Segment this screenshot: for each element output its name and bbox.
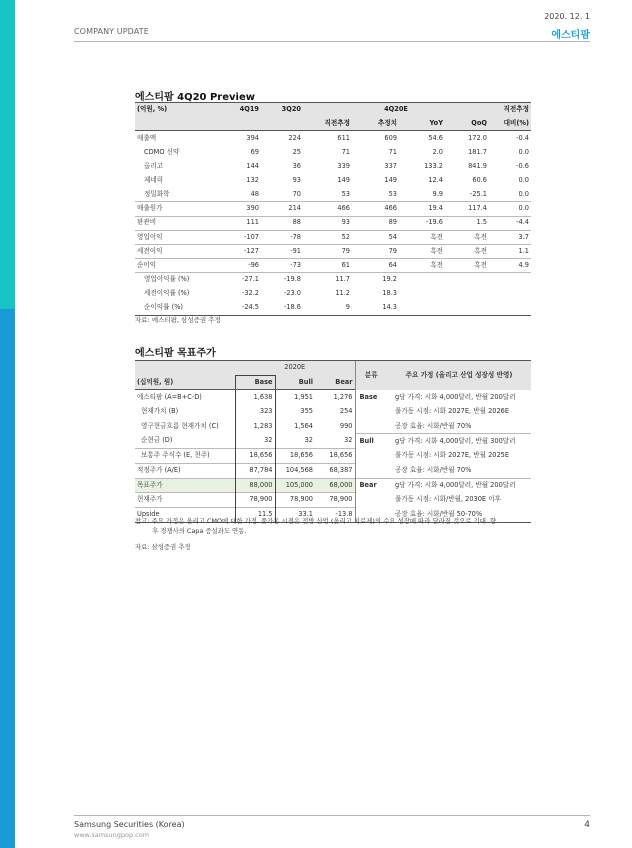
- row-label: 순이익: [135, 259, 219, 273]
- base-value: 78,900: [235, 493, 275, 508]
- preview-header-row: [135, 103, 531, 117]
- bull-value: 18,656: [275, 449, 315, 464]
- table-row: [135, 301, 531, 315]
- row-value: [489, 273, 531, 287]
- table-row: [135, 188, 531, 202]
- bull-value: 355: [300, 407, 313, 416]
- row-label: Upside: [135, 507, 235, 522]
- base-value: 323: [235, 405, 275, 420]
- row-value: [489, 301, 531, 315]
- row-label: 정밀화학: [144, 189, 170, 198]
- row-value: 93: [303, 216, 352, 230]
- table-row: [135, 244, 531, 258]
- row-value: 61: [303, 259, 352, 273]
- scenario-assumption: 풀가동 시점: 시화 2027E, 반월 2026E: [395, 407, 510, 416]
- row-value: 611: [337, 133, 350, 142]
- row-value: 3.7: [489, 230, 531, 244]
- subheader-qoq: QoQ: [445, 117, 489, 131]
- row-value: 70: [292, 189, 301, 198]
- scenario-assumption: 풀가동 시점: 시화/반월, 2030E 이후: [395, 495, 501, 504]
- base-value: 88,000: [235, 478, 275, 493]
- scenario-assumption: g당 가격: 시화 4,000달러, 반월 200달러: [387, 478, 531, 493]
- bear-value: 78,900: [315, 493, 355, 508]
- row-value: 11.2: [335, 289, 350, 298]
- row-value: 79: [352, 244, 399, 258]
- row-value: 11.7: [303, 273, 352, 287]
- row-value: 394: [246, 133, 259, 142]
- row-value: 48: [250, 189, 259, 198]
- scenario-label: Bull: [355, 434, 387, 449]
- bull-value: 1,951: [294, 392, 313, 401]
- scenario-assumption: g당 가격: 시화 4,000달러, 반월 300달러: [387, 434, 531, 449]
- row-label: 보통주 주식수 (E, 천주): [135, 449, 235, 464]
- row-label: 현재가치 (B): [141, 407, 179, 416]
- row-value: 0.0: [489, 202, 531, 216]
- row-value: 60.6: [472, 175, 487, 184]
- row-value: 181.7: [468, 147, 487, 156]
- row-label: 판관비: [135, 216, 219, 230]
- table-row: [135, 449, 531, 464]
- bull-value: 33.1: [275, 507, 315, 522]
- base-value: 18,656: [235, 449, 275, 464]
- row-value: 4.9: [489, 259, 531, 273]
- row-value: -24.5: [219, 301, 261, 315]
- base-value: 32: [235, 434, 275, 449]
- row-value: 0.0: [518, 175, 529, 184]
- table-row: [135, 287, 531, 301]
- row-label: 매출액: [137, 133, 157, 142]
- table-row: [135, 478, 531, 493]
- row-value: 93: [292, 175, 301, 184]
- row-value: 224: [288, 133, 301, 142]
- row-value: 69: [250, 147, 259, 156]
- bear-value: 254: [339, 407, 353, 416]
- scenario-label: [355, 405, 387, 420]
- row-label: 영구현금흐름 현재가치 (C): [141, 421, 219, 430]
- bull-value: 104,568: [275, 463, 315, 478]
- row-value: 71: [341, 147, 350, 156]
- bull-value: 105,000: [275, 478, 315, 493]
- base-value: 87,784: [235, 463, 275, 478]
- table-row: [135, 390, 531, 405]
- base-value: 1,638: [235, 390, 275, 405]
- row-value: 흑전: [399, 244, 445, 258]
- row-value: 1.1: [489, 244, 531, 258]
- row-value: [399, 273, 445, 287]
- report-date: 2020. 12. 1: [544, 12, 590, 21]
- row-value: 흑전: [445, 259, 489, 273]
- scenario-label: [355, 419, 387, 434]
- row-value: 2.0: [432, 147, 443, 156]
- row-value: 132: [246, 175, 259, 184]
- row-value: -27.1: [219, 273, 261, 287]
- bear-value: 990: [339, 421, 353, 430]
- row-value: [445, 273, 489, 287]
- row-value: 337: [384, 161, 397, 170]
- row-label: 순현금 (D): [141, 436, 173, 445]
- preview-source: 자료: 에스티팜, 삼성증권 추정: [135, 316, 221, 324]
- row-value: -0.6: [516, 161, 529, 170]
- row-label: 적정주가 (A/E): [135, 463, 235, 478]
- table-row: [135, 145, 531, 159]
- row-value: -73: [261, 259, 303, 273]
- row-value: [399, 301, 445, 315]
- row-label: 영업이익률 (%): [135, 273, 219, 287]
- row-value: 89: [352, 216, 399, 230]
- subheader-yoy: YoY: [399, 117, 445, 131]
- footer-url: www.samsungpop.com: [74, 831, 150, 839]
- row-value: 54.6: [428, 133, 443, 142]
- row-value: -127: [219, 244, 261, 258]
- footer-divider: [74, 815, 590, 816]
- row-value: -23.0: [283, 289, 301, 298]
- row-value: 흑전: [445, 244, 489, 258]
- row-value: 18.3: [382, 289, 397, 298]
- row-label: 세전이익: [135, 244, 219, 258]
- row-value: 214: [261, 202, 303, 216]
- row-label: 매출원가: [135, 202, 219, 216]
- row-label: CDMO 신약: [144, 147, 180, 156]
- row-value: 144: [246, 161, 259, 170]
- bear-value: 68,000: [315, 478, 355, 493]
- row-value: -25.1: [469, 189, 487, 198]
- scenario-assumption: 공장 효율: 시화/반월 70%: [395, 465, 472, 474]
- header-assumption: 주요 가정 (올리고 산업 성장성 반영): [387, 361, 531, 390]
- row-value: 64: [352, 259, 399, 273]
- note-line-2: 후 경쟁사의 Capa 증설과도 연동.: [152, 526, 247, 535]
- row-label: 에스티팜 (A=B+C-D): [137, 392, 202, 401]
- target-price-title: 에스티팜 목표주가: [135, 348, 216, 359]
- row-value: 339: [337, 161, 350, 170]
- table-row: [135, 463, 531, 478]
- row-value: 172.0: [468, 133, 487, 142]
- scenario-assumption: 공장 효율: 시화/반월 70%: [395, 421, 472, 430]
- bull-value: 32: [304, 436, 313, 445]
- bear-value: 1,276: [333, 392, 353, 401]
- bull-value: 78,900: [275, 493, 315, 508]
- row-value: -18.6: [261, 301, 303, 315]
- note-line-1: 참고: 주요 가정은 올리고 CMO에 대한 가정. 풀가동 시점은 전방 산업 (올리고 치료제)의 수요 성장에 따라 달라질 것으로 기대. 향: [135, 517, 497, 525]
- bear-value: 18,656: [315, 449, 355, 464]
- row-value: 19.4: [399, 202, 445, 216]
- header-base: Base: [235, 375, 275, 390]
- scenario-label: [355, 449, 387, 464]
- header-4q20e: 4Q20E: [303, 103, 489, 117]
- header-unit: (십억원, 원): [135, 375, 235, 390]
- side-accent-bar-top: [0, 0, 15, 309]
- preview-subheader-row: [135, 117, 531, 131]
- row-value: 149: [337, 175, 350, 184]
- header-4q19: 4Q19: [219, 103, 261, 117]
- table-row: [135, 173, 531, 187]
- target-price-table: [135, 360, 531, 523]
- row-label: 순이익률 (%): [135, 301, 219, 315]
- header-prior-estimate: 직전추정: [489, 103, 531, 117]
- table-row: [135, 230, 531, 244]
- row-value: [489, 287, 531, 301]
- row-value: 117.4: [445, 202, 489, 216]
- assumption-note: [135, 517, 535, 537]
- row-value: 0.0: [518, 189, 529, 198]
- scenario-assumption: g당 가격: 시화 4,000달러, 반월 200달러: [395, 392, 516, 401]
- row-value: -78: [261, 230, 303, 244]
- row-value: 1.5: [445, 216, 489, 230]
- preview-table-title: 에스티팜 4Q20 Preview: [135, 92, 255, 103]
- row-label: 현재주가: [135, 493, 235, 508]
- report-section: COMPANY UPDATE: [74, 27, 149, 36]
- row-value: 52: [303, 230, 352, 244]
- subheader-estimate: 추정치: [352, 117, 399, 131]
- scenario-label: [355, 493, 387, 508]
- row-value: 25: [292, 147, 301, 156]
- table-row: [135, 202, 531, 216]
- row-value: 841.9: [468, 161, 487, 170]
- row-value: 9.9: [432, 189, 443, 198]
- row-value: 609: [384, 133, 397, 142]
- scenario-label: [355, 463, 387, 478]
- row-value: 12.4: [428, 175, 443, 184]
- table-row: [135, 216, 531, 230]
- bear-value: 32: [344, 436, 353, 445]
- row-value: 36: [292, 161, 301, 170]
- row-value: 466: [303, 202, 352, 216]
- company-name: 에스티팜: [551, 30, 590, 41]
- scenario-label: Base: [355, 390, 387, 405]
- row-value: -4.4: [489, 216, 531, 230]
- table-row: [135, 405, 531, 420]
- row-value: 53: [388, 189, 397, 198]
- target-source: 자료: 삼성증권 추정: [135, 543, 191, 551]
- row-value: 흑전: [399, 230, 445, 244]
- scenario-label: Bear: [355, 478, 387, 493]
- base-value: 11.5: [235, 507, 275, 522]
- row-value: -19.8: [261, 273, 303, 287]
- footer-company: Samsung Securities (Korea): [74, 820, 185, 829]
- row-value: 466: [352, 202, 399, 216]
- page-number: 4: [584, 820, 590, 830]
- table-row: [135, 159, 531, 173]
- side-accent-bar-bottom: [0, 309, 15, 848]
- row-value: -32.2: [241, 289, 259, 298]
- table-row: [135, 131, 531, 145]
- row-value: 9: [303, 301, 352, 315]
- bear-value: 68,387: [315, 463, 355, 478]
- row-value: [399, 287, 445, 301]
- header-scenario: 분류: [355, 361, 387, 390]
- row-value: [445, 287, 489, 301]
- header-3q20: 3Q20: [261, 103, 303, 117]
- table-row: [135, 273, 531, 287]
- row-label: 제네릭: [144, 175, 164, 184]
- header-unit: (억원, %): [135, 103, 219, 117]
- row-value: 79: [303, 244, 352, 258]
- target-header-row: [135, 361, 531, 376]
- scenario-assumption: 공장 효율: 시화/반월 50-70%: [387, 507, 531, 522]
- row-value: 흑전: [445, 230, 489, 244]
- row-value: 390: [219, 202, 261, 216]
- row-value: -91: [261, 244, 303, 258]
- row-label: 목표주가: [135, 478, 235, 493]
- row-value: -107: [219, 230, 261, 244]
- header-bear: Bear: [315, 375, 355, 390]
- row-value: 54: [352, 230, 399, 244]
- row-value: -96: [219, 259, 261, 273]
- row-value: -19.6: [399, 216, 445, 230]
- header-year: 2020E: [235, 361, 355, 376]
- header-bull: Bull: [275, 375, 315, 390]
- row-value: 133.2: [424, 161, 443, 170]
- row-label: 영업이익: [135, 230, 219, 244]
- row-label: 세전이익률 (%): [144, 289, 190, 298]
- row-value: 19.2: [352, 273, 399, 287]
- row-value: 111: [219, 216, 261, 230]
- table-row: [135, 419, 531, 434]
- row-label: 올리고: [144, 161, 164, 170]
- bear-value: -13.8: [315, 507, 355, 522]
- table-row: [135, 493, 531, 508]
- bull-value: 1,564: [294, 421, 313, 430]
- preview-table: [135, 102, 531, 316]
- row-value: 149: [384, 175, 397, 184]
- subheader-vs-prior: 대비(%): [489, 117, 531, 131]
- row-value: 71: [388, 147, 397, 156]
- table-row: [135, 259, 531, 273]
- row-value: -0.4: [516, 133, 529, 142]
- base-value: 1,283: [235, 419, 275, 434]
- row-value: 흑전: [399, 259, 445, 273]
- row-value: 0.0: [518, 147, 529, 156]
- table-row: [135, 434, 531, 449]
- scenario-assumption: 풀가동 시점: 시화 2027E, 반월 2025E: [395, 451, 510, 460]
- row-value: 53: [341, 189, 350, 198]
- row-value: 88: [261, 216, 303, 230]
- row-value: 14.3: [352, 301, 399, 315]
- row-value: [445, 301, 489, 315]
- header-divider: [74, 41, 590, 42]
- subheader-prior: 직전추정: [303, 117, 352, 131]
